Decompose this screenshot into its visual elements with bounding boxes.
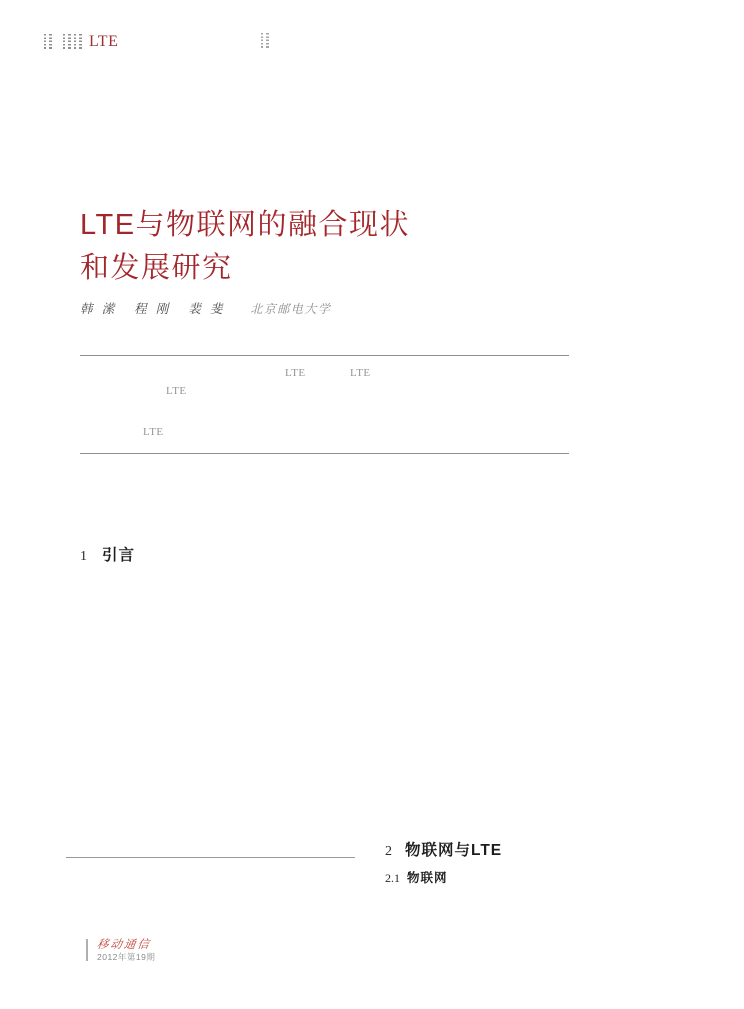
section-heading-1: [80, 543, 135, 565]
author-name: 裴 斐: [188, 302, 226, 316]
abstract-text-fragment: LTE: [166, 385, 187, 397]
footnote-rule: [66, 857, 355, 858]
author-name: 韩 潆: [80, 302, 118, 316]
abstract-top-rule: [80, 355, 569, 356]
section-number: 1: [80, 549, 87, 564]
section-title: 引言: [102, 547, 136, 564]
article-title: [80, 204, 410, 290]
header-dot-matrix-icon: [63, 34, 82, 50]
section-heading-2: [385, 838, 502, 860]
header-dot-matrix-icon: [44, 34, 52, 50]
article-title-line2: 和发展研究: [80, 252, 233, 284]
abstract-bottom-rule: [80, 453, 569, 454]
abstract-text-fragment: LTE: [350, 367, 371, 379]
section-title: 物联网与LTE: [405, 842, 503, 859]
section-title: 物联网: [407, 871, 448, 885]
section-number: 2.1: [385, 871, 400, 885]
header-dot-matrix-icon: [261, 33, 269, 49]
footer-divider-bar: [86, 939, 88, 961]
article-title-line1: LTE与物联网的融合现状: [80, 209, 411, 241]
section-number: 2: [385, 844, 392, 859]
journal-issue: 2012年第19期: [97, 952, 156, 962]
abstract-text-fragment: LTE: [143, 426, 164, 438]
author-name: 程 刚: [134, 302, 172, 316]
byline: [80, 299, 331, 317]
section-heading-2-1: [385, 868, 448, 886]
abstract-text-fragment: LTE: [285, 367, 306, 379]
journal-logo-text: 移动通信: [96, 939, 152, 951]
author-affiliation: 北京邮电大学: [250, 302, 332, 316]
header-brand-lte: LTE: [89, 33, 119, 50]
